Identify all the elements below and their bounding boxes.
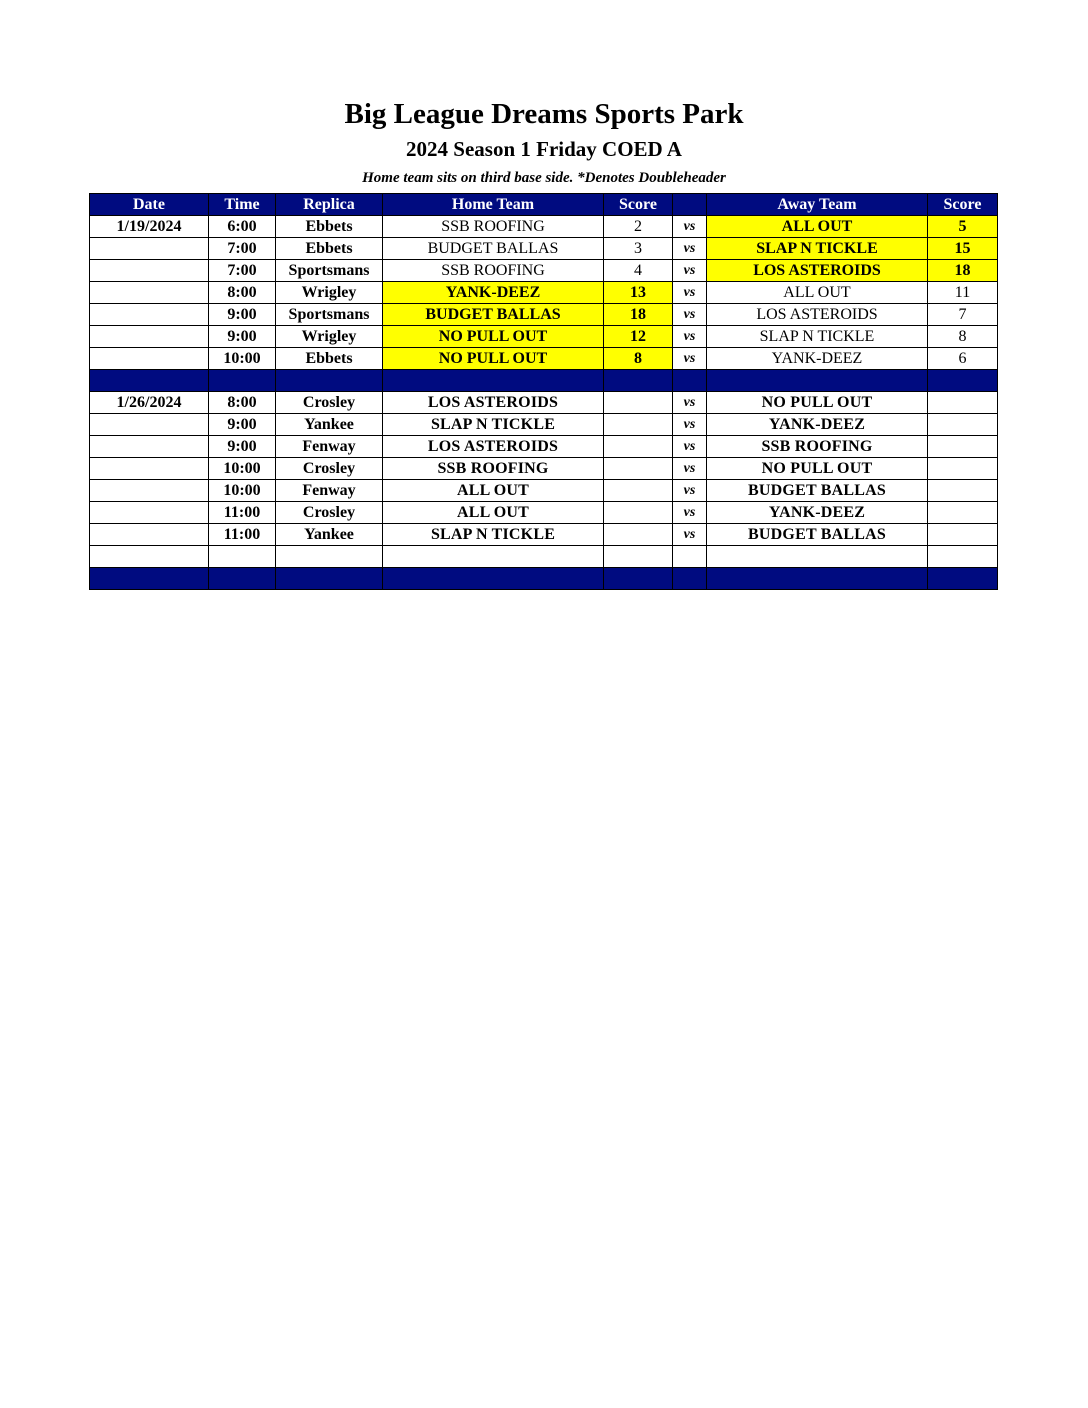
vs-label: vs (673, 392, 707, 414)
game-time: 7:00 (209, 238, 276, 260)
away-score: 6 (928, 348, 998, 370)
divider-cell (276, 370, 383, 392)
column-header-away-score: Score (928, 194, 998, 216)
divider-cell (276, 568, 383, 590)
divider-cell (707, 370, 928, 392)
away-team: ALL OUT (707, 282, 928, 304)
empty-cell (604, 546, 673, 568)
away-team: ALL OUT (707, 216, 928, 238)
schedule-table (89, 193, 998, 590)
game-time: 11:00 (209, 524, 276, 546)
week-divider-row (90, 370, 998, 392)
divider-cell (673, 568, 707, 590)
home-score: 4 (604, 260, 673, 282)
empty-cell (383, 546, 604, 568)
game-replica: Yankee (276, 524, 383, 546)
table-row (90, 282, 998, 304)
column-header-home-score: Score (604, 194, 673, 216)
week-divider-row (90, 568, 998, 590)
away-score: 18 (928, 260, 998, 282)
schedule-note: Home team sits on third base side. *Denotes Doubleheader (362, 170, 726, 186)
away-team: YANK-DEEZ (707, 414, 928, 436)
game-replica: Crosley (276, 458, 383, 480)
table-row (90, 458, 998, 480)
game-replica: Ebbets (276, 216, 383, 238)
home-team: SLAP N TICKLE (383, 524, 604, 546)
vs-label: vs (673, 238, 707, 260)
divider-cell (707, 568, 928, 590)
away-team: BUDGET BALLAS (707, 524, 928, 546)
vs-label: vs (673, 260, 707, 282)
home-team: LOS ASTEROIDS (383, 392, 604, 414)
away-score (928, 524, 998, 546)
table-header-row (90, 194, 998, 216)
home-score: 18 (604, 304, 673, 326)
home-score (604, 414, 673, 436)
game-date (90, 414, 209, 436)
divider-cell (90, 370, 209, 392)
away-team: LOS ASTEROIDS (707, 304, 928, 326)
game-replica: Wrigley (276, 282, 383, 304)
away-score (928, 436, 998, 458)
home-team: SLAP N TICKLE (383, 414, 604, 436)
table-row (90, 304, 998, 326)
column-header-away-team: Away Team (707, 194, 928, 216)
home-team: SSB ROOFING (383, 458, 604, 480)
empty-cell (209, 546, 276, 568)
table-row (90, 260, 998, 282)
home-score (604, 524, 673, 546)
away-team: YANK-DEEZ (707, 348, 928, 370)
game-time: 9:00 (209, 436, 276, 458)
away-team: YANK-DEEZ (707, 502, 928, 524)
away-score (928, 480, 998, 502)
table-row (90, 524, 998, 546)
home-team: ALL OUT (383, 502, 604, 524)
home-score: 8 (604, 348, 673, 370)
game-time: 11:00 (209, 502, 276, 524)
away-score: 15 (928, 238, 998, 260)
divider-cell (604, 568, 673, 590)
home-team: NO PULL OUT (383, 348, 604, 370)
home-score: 13 (604, 282, 673, 304)
game-replica: Ebbets (276, 238, 383, 260)
game-time: 6:00 (209, 216, 276, 238)
away-score: 7 (928, 304, 998, 326)
game-date (90, 436, 209, 458)
away-score (928, 414, 998, 436)
empty-cell (276, 546, 383, 568)
game-time: 8:00 (209, 392, 276, 414)
game-date (90, 260, 209, 282)
game-replica: Fenway (276, 436, 383, 458)
table-row (90, 238, 998, 260)
away-team: NO PULL OUT (707, 458, 928, 480)
away-score: 11 (928, 282, 998, 304)
vs-label: vs (673, 282, 707, 304)
column-header-vs (673, 194, 707, 216)
home-score: 2 (604, 216, 673, 238)
home-team: BUDGET BALLAS (383, 238, 604, 260)
away-team: SSB ROOFING (707, 436, 928, 458)
game-time: 9:00 (209, 414, 276, 436)
game-date (90, 502, 209, 524)
column-header-replica: Replica (276, 194, 383, 216)
game-time: 9:00 (209, 326, 276, 348)
game-time: 10:00 (209, 458, 276, 480)
game-replica: Fenway (276, 480, 383, 502)
away-score: 8 (928, 326, 998, 348)
vs-label: vs (673, 414, 707, 436)
table-row (90, 348, 998, 370)
vs-label: vs (673, 524, 707, 546)
vs-label: vs (673, 216, 707, 238)
game-date (90, 524, 209, 546)
divider-cell (928, 370, 998, 392)
away-team: BUDGET BALLAS (707, 480, 928, 502)
vs-label: vs (673, 458, 707, 480)
home-team: SSB ROOFING (383, 216, 604, 238)
game-date (90, 348, 209, 370)
home-team: NO PULL OUT (383, 326, 604, 348)
game-time: 9:00 (209, 304, 276, 326)
empty-row (90, 546, 998, 568)
page-title: Big League Dreams Sports Park (344, 98, 744, 130)
divider-cell (604, 370, 673, 392)
away-score (928, 392, 998, 414)
column-header-date: Date (90, 194, 209, 216)
home-score: 12 (604, 326, 673, 348)
divider-cell (209, 568, 276, 590)
game-time: 10:00 (209, 348, 276, 370)
home-team: SSB ROOFING (383, 260, 604, 282)
away-team: SLAP N TICKLE (707, 238, 928, 260)
column-header-time: Time (209, 194, 276, 216)
game-time: 7:00 (209, 260, 276, 282)
game-date (90, 326, 209, 348)
away-team: SLAP N TICKLE (707, 326, 928, 348)
away-score: 5 (928, 216, 998, 238)
game-replica: Wrigley (276, 326, 383, 348)
home-team: YANK-DEEZ (383, 282, 604, 304)
home-score: 3 (604, 238, 673, 260)
vs-label: vs (673, 348, 707, 370)
table-row (90, 326, 998, 348)
vs-label: vs (673, 502, 707, 524)
home-score (604, 502, 673, 524)
game-date (90, 282, 209, 304)
home-team: BUDGET BALLAS (383, 304, 604, 326)
home-score (604, 480, 673, 502)
divider-cell (383, 370, 604, 392)
divider-cell (673, 370, 707, 392)
game-replica: Crosley (276, 392, 383, 414)
vs-label: vs (673, 326, 707, 348)
home-team: LOS ASTEROIDS (383, 436, 604, 458)
divider-cell (928, 568, 998, 590)
empty-cell (707, 546, 928, 568)
away-score (928, 458, 998, 480)
game-replica: Sportsmans (276, 260, 383, 282)
table-row (90, 216, 998, 238)
table-row (90, 436, 998, 458)
game-replica: Crosley (276, 502, 383, 524)
home-score (604, 436, 673, 458)
game-replica: Sportsmans (276, 304, 383, 326)
table-row (90, 392, 998, 414)
divider-cell (209, 370, 276, 392)
game-date (90, 304, 209, 326)
home-score (604, 458, 673, 480)
game-time: 10:00 (209, 480, 276, 502)
game-replica: Yankee (276, 414, 383, 436)
vs-label: vs (673, 436, 707, 458)
game-time: 8:00 (209, 282, 276, 304)
game-date (90, 480, 209, 502)
vs-label: vs (673, 480, 707, 502)
divider-cell (90, 568, 209, 590)
empty-cell (673, 546, 707, 568)
game-date (90, 458, 209, 480)
page-subtitle: 2024 Season 1 Friday COED A (406, 137, 682, 161)
home-score (604, 392, 673, 414)
empty-cell (90, 546, 209, 568)
away-team: NO PULL OUT (707, 392, 928, 414)
game-date: 1/26/2024 (90, 392, 209, 414)
vs-label: vs (673, 304, 707, 326)
table-row (90, 502, 998, 524)
away-score (928, 502, 998, 524)
game-replica: Ebbets (276, 348, 383, 370)
table-row (90, 414, 998, 436)
table-row (90, 480, 998, 502)
column-header-home-team: Home Team (383, 194, 604, 216)
divider-cell (383, 568, 604, 590)
home-team: ALL OUT (383, 480, 604, 502)
away-team: LOS ASTEROIDS (707, 260, 928, 282)
game-date: 1/19/2024 (90, 216, 209, 238)
game-date (90, 238, 209, 260)
empty-cell (928, 546, 998, 568)
